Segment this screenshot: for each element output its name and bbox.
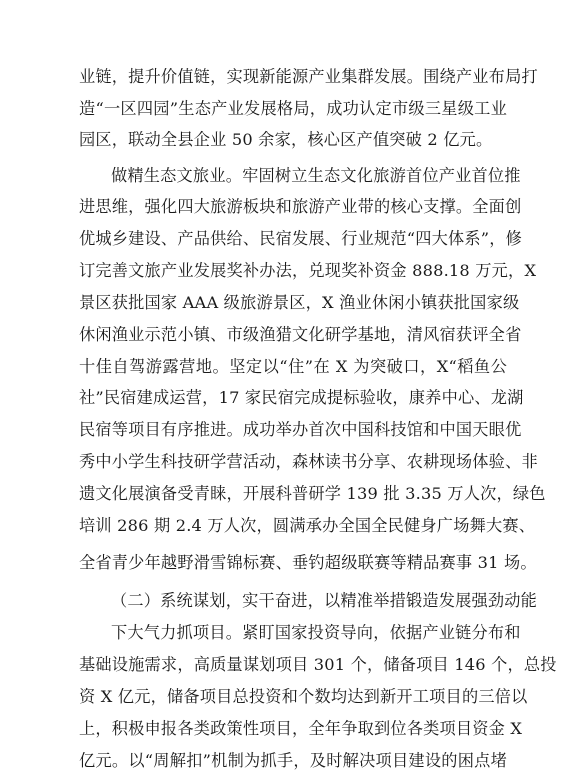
- section-heading: （二）系统谋划，实干奋进，以精准举措锻造发展强劲动能: [111, 591, 538, 610]
- paragraph-line: 优城乡建设、产品供给、民宿发展、行业规范“四大体系”，修: [79, 229, 523, 248]
- paragraph-line: 遗文化展演备受青睐，开展科普研学 139 批 3.35 万人次，绿色: [79, 484, 546, 503]
- paragraph-line: 基础设施需求，高质量谋划项目 301 个，储备项目 146 个，总投: [79, 655, 557, 674]
- paragraph-line: 十佳自驾游露营地。坚定以“住”在 X 为突破口，X“稻鱼公: [79, 357, 507, 376]
- paragraph-line: 社”民宿建成运营，17 家民宿完成提标验收，康养中心、龙湖: [79, 388, 524, 407]
- paragraph-line: 培训 286 期 2.4 万人次，圆满承办全国全民健身广场舞大赛、: [79, 516, 536, 535]
- paragraph-line: 进思维，强化四大旅游板块和旅游产业带的核心支撑。全面创: [79, 197, 522, 216]
- paragraph-line: 景区获批国家 AAA 级旅游景区，X 渔业休闲小镇获批国家级: [79, 293, 520, 312]
- paragraph-line: 亿元。以“周解扣”机制为抓手，及时解决项目建设的困点堵: [79, 751, 507, 770]
- paragraph-first-line: 做精生态文旅业。牢固树立生态文化旅游首位产业首位推: [111, 166, 521, 185]
- paragraph-line: 业链，提升价值链，实现新能源产业集群发展。围绕产业布局打: [79, 67, 538, 86]
- paragraph-line: 全省青少年越野滑雪锦标赛、垂钓超级联赛等精品赛事 31 场。: [79, 553, 537, 572]
- paragraph-line: 上，积极申报各类政策性项目，全年争取到位各类项目资金 X: [79, 719, 523, 738]
- paragraph-line: 休闲渔业示范小镇、市级渔猎文化研学基地，清风宿获评全省: [79, 325, 522, 344]
- paragraph-line: 资 X 亿元，储备项目总投资和个数均达到新开工项目的三倍以: [79, 687, 528, 706]
- paragraph-line: 民宿等项目有序推进。成功举办首次中国科技馆和中国天眼优: [79, 420, 522, 439]
- paragraph-line: 订完善文旅产业发展奖补办法，兑现奖补资金 888.18 万元，X: [79, 261, 537, 280]
- paragraph-first-line: 下大气力抓项目。紧盯国家投资导向，依据产业链分布和: [111, 623, 521, 642]
- paragraph-line: 秀中小学生科技研学营活动，森林读书分享、农耕现场体验、非: [79, 452, 538, 471]
- paragraph-line: 园区，联动全县企业 50 余家，核心区产值突破 2 亿元。: [79, 130, 493, 149]
- paragraph-line: 造“一区四园”生态产业发展格局，成功认定市级三星级工业: [79, 99, 507, 118]
